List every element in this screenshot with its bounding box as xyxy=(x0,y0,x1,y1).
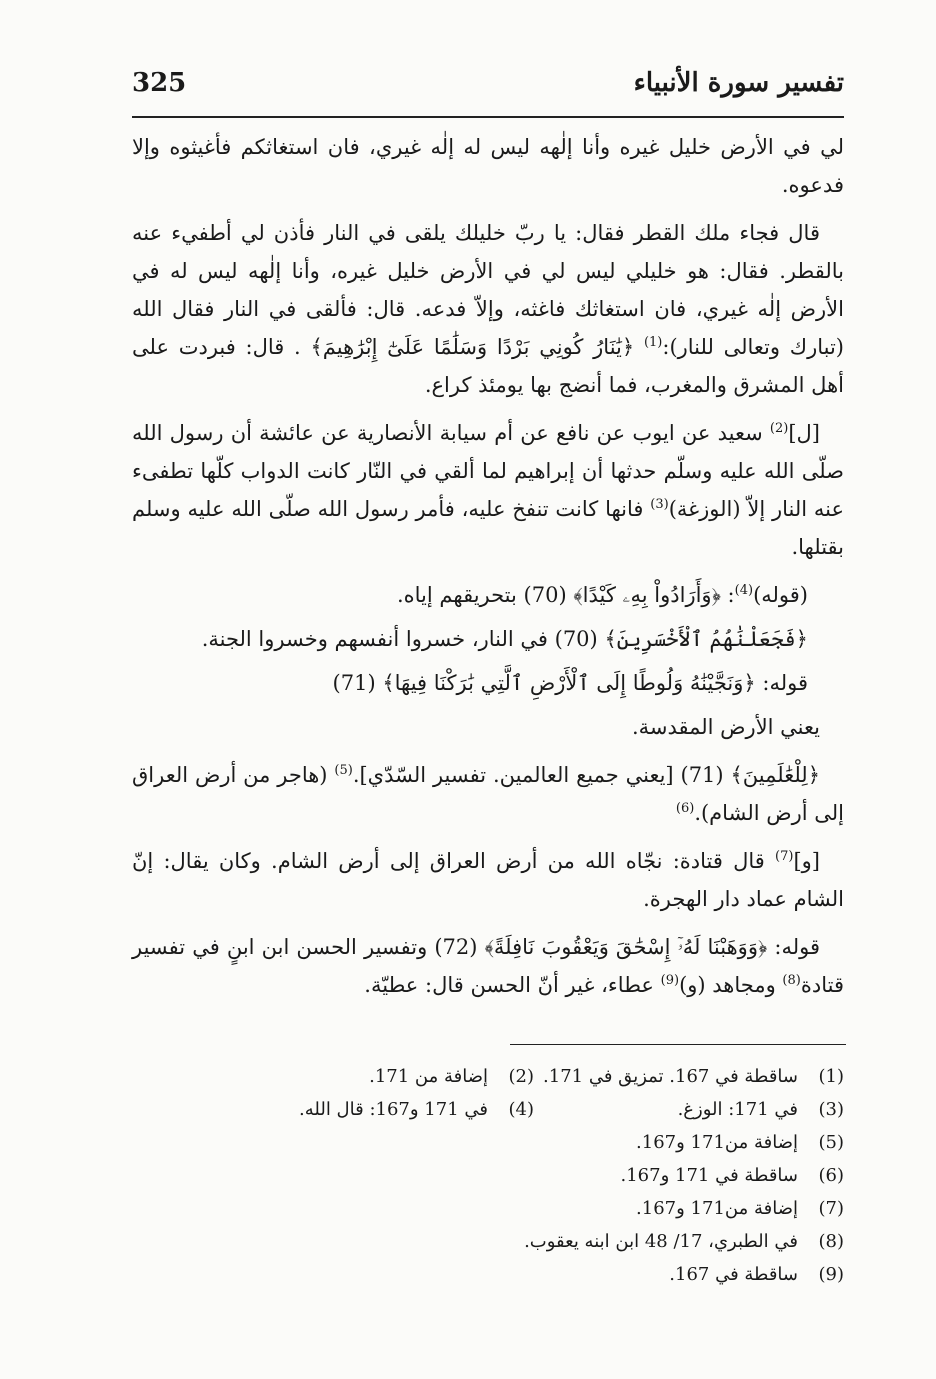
footnote-item xyxy=(534,1126,844,1159)
text-run: (71) [يعني جميع العالمين. تفسير السّدّي]. xyxy=(352,763,724,787)
footnote-ref: (4) xyxy=(734,583,754,598)
footnote-ref: (2) xyxy=(769,421,789,436)
paragraph-1 xyxy=(132,128,844,204)
footnote-item xyxy=(224,1060,534,1093)
paragraph-5 xyxy=(132,620,844,658)
quran-verse: ﴿فَجَعَلْنَٰهُمُ ٱلْأَخْسَرِينَ﴾ xyxy=(604,627,808,651)
footnote-ref: (5) xyxy=(334,763,353,778)
text-run: سعيد عن ايوب عن نافع عن أم سيابة الأنصارية عن عائشة أن رسول الله صلّى الله عليه وسلّم حدثها أن إبراهيم لما ألقي في النّار كانت الدواب كلّها تطفىء عنه النار إلاّ (الوزغة) xyxy=(132,421,844,521)
footnote-row xyxy=(132,1258,844,1291)
bracket-marker: [و] xyxy=(793,849,820,873)
footnote-item xyxy=(534,1159,844,1192)
footnote-number: (1) xyxy=(818,1066,844,1087)
footnote-ref: (7) xyxy=(775,849,794,864)
footnote-text: في 171: الوزغ. xyxy=(677,1099,798,1120)
footnote-item xyxy=(534,1192,844,1225)
footnote-row xyxy=(132,1060,844,1093)
footnote-item xyxy=(534,1060,844,1093)
paragraph-7 xyxy=(132,708,844,746)
footnote-number: (9) xyxy=(818,1264,844,1285)
paragraph-3 xyxy=(132,414,844,566)
footnote-rule xyxy=(510,1044,846,1045)
footnote-number: (3) xyxy=(818,1099,844,1120)
page-number: 325 xyxy=(132,68,187,98)
paragraph-2 xyxy=(132,214,844,404)
footnote-text: إضافة من171 و167. xyxy=(636,1198,798,1219)
quran-verse: ﴿وَنَجَّيْنَٰهُ وَلُوطًا إِلَى ٱلْأَرْضِ ٱلَّتِي بَٰرَكْنَا فِيهَا﴾ xyxy=(382,671,756,695)
footnote-ref: (3) xyxy=(650,497,669,512)
text-run: (هاجر من أرض العراق إلى أرض الشام). xyxy=(132,763,844,825)
text-run: قوله: xyxy=(774,935,820,959)
footnote-number: (6) xyxy=(818,1165,844,1186)
paragraph-9 xyxy=(132,842,844,918)
paragraph-4 xyxy=(132,576,844,614)
paragraph-10 xyxy=(132,928,844,1004)
quran-verse: ﴿يَٰنَارُ كُونِي بَرْدًا وَسَلَٰمًا عَلَىٰٓ إِبْرَٰهِيمَ﴾ xyxy=(310,335,635,359)
paragraph-6 xyxy=(132,664,844,702)
footnote-row xyxy=(132,1192,844,1225)
header-rule xyxy=(132,116,844,118)
footnote-text: ساقطة في 167. تمزيق في 171. xyxy=(543,1066,798,1087)
quran-verse: ﴿وَوَهَبْنَا لَهُۥٓ إِسْحَٰقَ وَيَعْقُوبَ نَافِلَةً﴾ xyxy=(484,935,768,959)
text-run: (70) بتحريقهم إياه. xyxy=(396,583,567,607)
footnote-row xyxy=(132,1225,844,1258)
footnote-row xyxy=(132,1093,844,1126)
text-run: (70) في النار، خسروا أنفسهم وخسروا الجنة. xyxy=(201,627,598,651)
footnote-item xyxy=(524,1225,844,1258)
footnote-text: إضافة من 171. xyxy=(369,1066,488,1087)
footnote-number: (2) xyxy=(508,1066,534,1087)
text-run: (72) وتفسير الحسن ابن ابنٍ في تفسير قتادة xyxy=(132,935,844,997)
text-run: عطاء، غير أنّ الحسن قال: عطيّة. xyxy=(364,973,654,997)
bracket-marker: [ل] xyxy=(788,421,820,445)
footnote-item xyxy=(534,1093,844,1126)
footnote-row xyxy=(132,1126,844,1159)
footnote-ref: (9) xyxy=(660,973,680,988)
text-run: ومجاهد (و) xyxy=(679,973,776,997)
running-title: تفسير سورة الأنبياء xyxy=(633,68,844,98)
footnote-text: ساقطة في 167. xyxy=(669,1264,798,1285)
text-run: لي في الأرض خليل غيره وأنا إلٰهه ليس له إلٰه غيري، فان استغاثكم فأغيثوه وإلا فدعوه. xyxy=(132,135,844,197)
footnote-row xyxy=(132,1159,844,1192)
page-header xyxy=(132,68,844,102)
text-run: (71) xyxy=(332,671,376,695)
footnote-number: (4) xyxy=(508,1099,534,1120)
footnote-number: (7) xyxy=(818,1198,844,1219)
text-run: فانها كانت تنفخ عليه، فأمر رسول الله صلّى الله عليه وسلم بقتلها. xyxy=(132,497,844,559)
text-run: يعني الأرض المقدسة. xyxy=(631,715,820,739)
footnote-item xyxy=(534,1258,844,1291)
footnote-ref: (6) xyxy=(675,801,695,816)
footnote-text: ساقطة في 171 و167. xyxy=(620,1165,798,1186)
quran-verse: ﴿لِلْعَٰلَمِينَ﴾ xyxy=(730,763,821,787)
text-run: قال قتادة: نجّاه الله من أرض العراق إلى أرض الشام. وكان يقال: إنّ الشام عماد دار الهجرة. xyxy=(132,849,844,911)
text-run: . قال: فبردت على أهل المشرق والمغرب، فما أنضج بها يومئذ كراع. xyxy=(132,335,844,397)
footnote-item xyxy=(224,1093,534,1126)
footnote-number: (8) xyxy=(818,1231,844,1252)
quran-verse: : ﴿وَأَرَادُواْ بِهِۦ كَيْدًا﴾ xyxy=(573,583,735,607)
footnote-ref: (1) xyxy=(643,335,663,350)
footnote-number: (5) xyxy=(818,1132,844,1153)
footnote-text: في الطبري، 17/ 48 ابن ابنه يعقوب. xyxy=(524,1231,798,1252)
paragraph-8 xyxy=(132,756,844,832)
footnotes xyxy=(132,1060,844,1291)
footnote-text: في 171 و167: قال الله. xyxy=(299,1099,488,1120)
text-run: (قوله) xyxy=(753,583,808,607)
text-run: قال فجاء ملك القطر فقال: يا ربّ خليلك يلقى في النار فأذن لي أطفيء عنه بالقطر. فقال: هو خليلي ليس لي في الأرض خليل غيره، وأنا إلٰهه ليس له في الأرض إلٰه غيري، فان استغاثك فاغثه، وإلاّ فدعه. قال: فألقى في النار فقال الله (تبارك وتعالى للنار): xyxy=(132,221,844,359)
text-run: قوله: xyxy=(762,671,808,695)
footnote-text: إضافة من171 و167. xyxy=(636,1132,798,1153)
footnote-ref: (8) xyxy=(782,973,801,988)
body-text xyxy=(132,128,844,1014)
